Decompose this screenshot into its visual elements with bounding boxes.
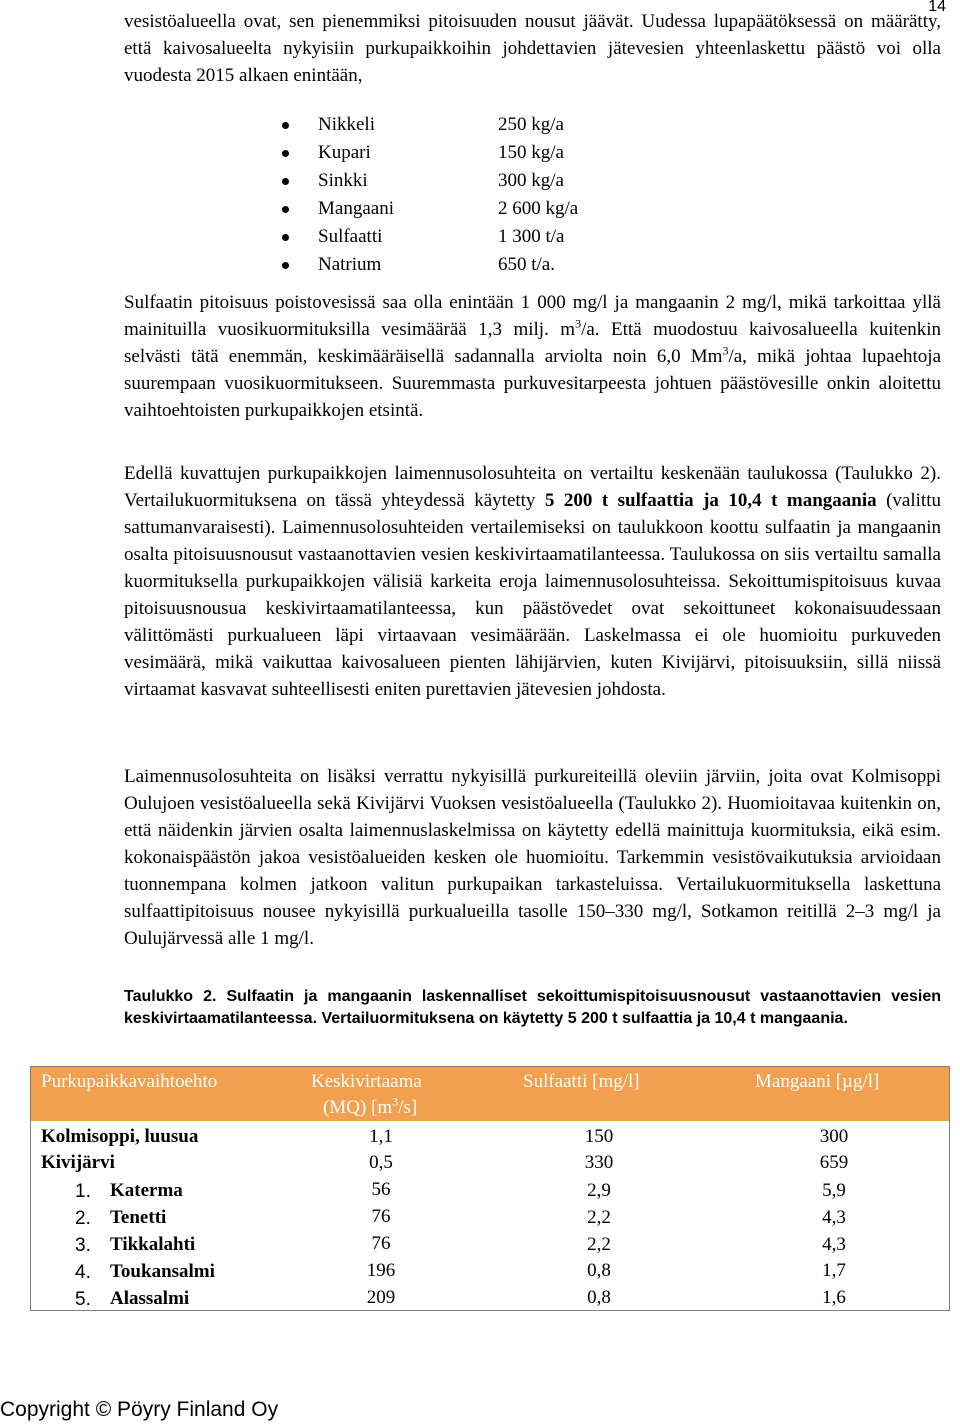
- limit-name: Sulfaatti: [318, 226, 383, 247]
- row-number: 2.: [75, 1208, 91, 1229]
- limit-value: 2 600 kg/a: [498, 198, 579, 219]
- bullet-icon: [282, 262, 289, 269]
- limit-name: Mangaani: [318, 198, 394, 219]
- bullet-icon: [282, 178, 289, 185]
- cell-manganese: 1,6: [822, 1287, 846, 1308]
- cell-flow: 1,1: [369, 1126, 393, 1147]
- page-number: 14: [928, 0, 946, 15]
- comparison-paragraph: [124, 460, 941, 703]
- text-run: /s]: [398, 1097, 418, 1118]
- limit-name: Natrium: [318, 254, 382, 275]
- limit-name: Sinkki: [318, 170, 368, 191]
- row-name: Katerma: [110, 1180, 183, 1201]
- table-header: [31, 1067, 949, 1121]
- bullet-icon: [282, 234, 289, 241]
- row-name: Kolmisoppi, luusua: [41, 1126, 199, 1147]
- row-name: Toukansalmi: [110, 1261, 215, 1282]
- limit-name: Kupari: [318, 142, 371, 163]
- row-number: 4.: [75, 1262, 91, 1283]
- cell-sulfate: 150: [584, 1126, 614, 1147]
- superscript: 3: [575, 316, 582, 331]
- cell-manganese: 1,7: [822, 1260, 846, 1281]
- header-sulfate: Sulfaatti [mg/l]: [523, 1071, 640, 1092]
- row-name: Tikkalahti: [110, 1234, 196, 1255]
- cell-manganese: 659: [819, 1152, 849, 1173]
- cell-flow: 76: [371, 1206, 391, 1227]
- limit-value: 300 kg/a: [498, 170, 564, 191]
- cell-manganese: 4,3: [822, 1207, 846, 1228]
- superscript: 3: [392, 1094, 399, 1109]
- lakes-paragraph: Laimennusolosuhteita on lisäksi verrattu nykyisillä purkureiteillä oleviin järviin, joita ovat Kolmisoppi Oulujoen vesistöalueella sekä Kivijärvi Vuoksen vesistöalueella (Taulukko 2). Huomioitavaa kuitenkin on, että näidenkin järvien osalta laimennuslaskelmissa on käytetty edellä mainittuja kuormituksia, eikä esim. kokonaispäästön jakoa vesistöalueiden kesken ole huomioitu. Tarkemmin vesistövaikutuksia arvioidaan tuonnempana kolmen jatkoon valitun purkupaikan tarkasteluissa. Vertailukuormituksella laskettuna sulfaattipitoisuus nousee nykyisillä purkualueilla tasolle 150–330 mg/l, Sotkamon reitillä 2–3 mg/l ja Oulujärvessä alle 1 mg/l.: [124, 766, 941, 949]
- limit-value: 1 300 t/a: [498, 226, 565, 247]
- dilution-table: [30, 1066, 950, 1311]
- sulfate-limit-paragraph: [124, 289, 941, 424]
- cell-flow: 76: [371, 1233, 391, 1254]
- header-site: Purkupaikkavaihtoehto: [41, 1071, 218, 1092]
- row-number: 3.: [75, 1235, 91, 1256]
- bullet-icon: [282, 206, 289, 213]
- cell-sulfate: 330: [584, 1152, 614, 1173]
- limit-value: 650 t/a.: [498, 254, 555, 275]
- header-flow: Keskivirtaama: [311, 1071, 422, 1092]
- cell-flow: 209: [366, 1287, 396, 1308]
- cell-flow: 56: [371, 1179, 391, 1200]
- cell-manganese: 4,3: [822, 1234, 846, 1255]
- limit-value: 150 kg/a: [498, 142, 564, 163]
- cell-sulfate: 2,9: [587, 1180, 611, 1201]
- header-flow-unit: [323, 1094, 417, 1121]
- limit-value: 250 kg/a: [498, 114, 564, 135]
- row-name: Kivijärvi: [41, 1152, 115, 1173]
- text-run: Edellä kuvattujen purkupaikkojen laimennusolosuhteita on vertailtu keskenään taulukossa (Taulukko 2). Vertailukuormituksena on tässä yhteydessä käytetty: [124, 463, 941, 511]
- cell-flow: 196: [366, 1260, 396, 1281]
- text-run: Sulfaatin pitoisuus poistovesissä saa olla enintään 1 000 mg/l ja mangaanin 2 mg/l, mikä tarkoittaa yllä mainituilla vuosikuormituksilla vesimäärää 1,3 milj. m: [124, 292, 941, 340]
- row-name: Alassalmi: [110, 1288, 190, 1309]
- text-run: (valittu sattumanvaraisesti). Laimennusolosuhteiden vertailemiseksi on taulukkoon koottu sulfaatin ja mangaanin osalta pitoisuusnousut vastaanottavien vesien keskivirtaamatilanteessa. Taulukossa on siis vertailtu samalla kuormituksella purkupaikkojen välisiä karkeita eroja laimennusolosuhteissa. Sekoittumispitoisuus kuvaa pitoisuusnousua keskivirtaamatilanteessa, kun päästövedet ovat sekoittuneet kokonaisuudessaan välittömästi purkualueen läpi virtaavaan vesimäärään. Laskelmassa ei ole huomioitu purkuveden vesimäärä, mikä vaikuttaa kaivosalueen pienten lähijärvien, kuten Kivijärvi, pitoisuuksiin, sillä niissä virtaamat kasvavat suhteellisesti eniten purettavien jätevesien johdosta.: [124, 490, 941, 700]
- text-run: (MQ) [m: [323, 1097, 393, 1118]
- row-number: 1.: [75, 1181, 91, 1202]
- bullet-icon: [282, 122, 289, 129]
- cell-sulfate: 2,2: [587, 1207, 611, 1228]
- cell-manganese: 300: [819, 1126, 849, 1147]
- text-run: /a. Että muodostuu kaivosalueella kuitenkin selvästi tätä enemmän, keskimääräisellä sadannalla arviolta noin 6,0 Mm: [124, 319, 941, 367]
- superscript: 3: [722, 343, 729, 358]
- text-run: /a, mikä johtaa lupaehtoja suurempaan vuosikuormitukseen. Suuremmasta purkuvesitarpeesta johtuen päästövesille onkin aloitettu vaihtoehtoisten purkupaikkojen etsintä.: [124, 346, 942, 421]
- cell-sulfate: 0,8: [587, 1260, 611, 1281]
- cell-flow: 0,5: [369, 1152, 393, 1173]
- cell-sulfate: 2,2: [587, 1234, 611, 1255]
- copyright-footer: Copyright © Pöyry Finland Oy: [0, 1398, 279, 1421]
- intro-paragraph: vesistöalueella ovat, sen pienemmiksi pitoisuuden nousut jäävät. Uudessa lupapäätöksessä on määrätty, että kaivosalueelta nykyisiin purkupaikkoihin johdettavien jätevesien yhteenlaskettu päästö voi olla vuodesta 2015 alkaen enintään,: [124, 11, 941, 86]
- bullet-icon: [282, 150, 289, 157]
- row-number: 5.: [75, 1289, 91, 1310]
- cell-manganese: 5,9: [822, 1180, 846, 1201]
- limit-name: Nikkeli: [318, 114, 375, 135]
- row-name: Tenetti: [110, 1207, 167, 1228]
- table-caption: Taulukko 2. Sulfaatin ja mangaanin laskennalliset sekoittumispitoisuusnousut vastaanottavien vesien keskivirtaamatilanteessa. Vertailuormituksena on käytetty 5 200 t sulfaattia ja 10,4 t mangaania.: [124, 988, 941, 1027]
- cell-sulfate: 0,8: [587, 1287, 611, 1308]
- bold-text: 5 200 t sulfaattia ja 10,4 t mangaania: [544, 490, 877, 511]
- header-manganese: Mangaani [µg/l]: [755, 1071, 880, 1092]
